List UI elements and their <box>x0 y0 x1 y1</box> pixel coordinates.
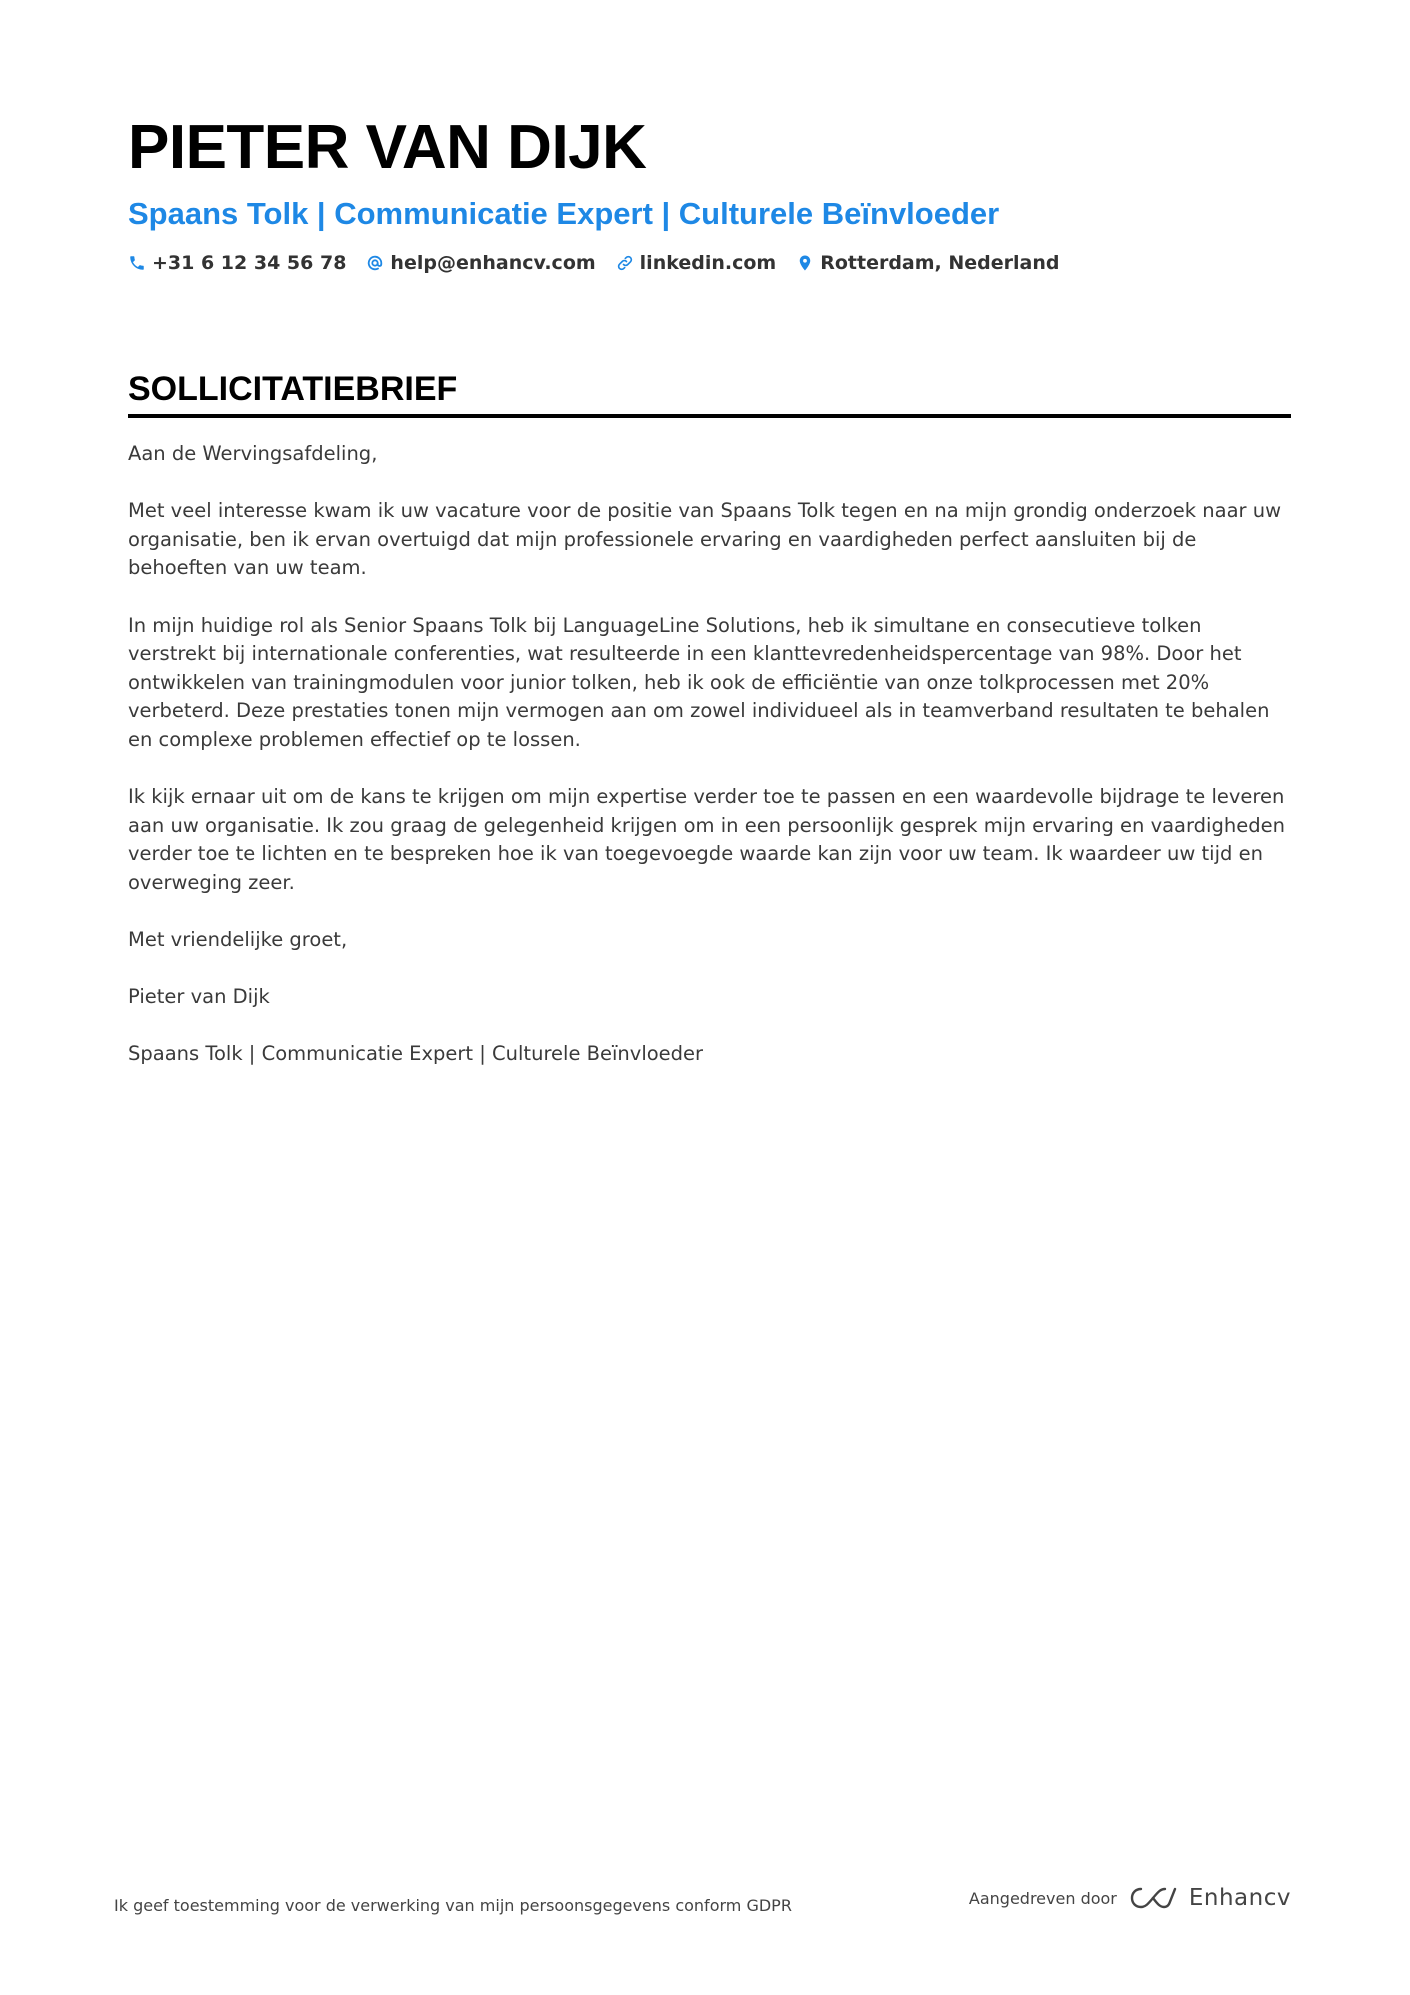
contact-linkedin[interactable] <box>616 252 777 274</box>
paragraph-2: In mijn huidige rol als Senior Spaans Tolk bij LanguageLine Solutions, heb ik simultane en consecutieve tolken verstrekt bij internationale conferenties, wat resulteerde in een klanttevredenheidspercentage van 98%. Door het ontwikkelen van trainingmodulen voor junior tolken, heb ik ook de efficiëntie van onze tolkprocessen met 20% verbeterd. Deze prestaties tonen mijn vermogen aan om zowel individueel als in teamverband resultaten te behalen en complexe problemen effectief op te lossen. <box>128 613 1270 751</box>
letter-body <box>128 440 1291 1098</box>
paragraph-1: Met veel interesse kwam ik uw vacature voor de positie van Spaans Tolk tegen en na mijn grondig onderzoek naar uw organisatie, ben ik ervan overtuigd dat mijn professionele ervaring en vaardigheden perfect aansluiten bij de behoeften van uw team. <box>128 499 1282 580</box>
section-title: SOLLICITATIEBRIEF <box>128 368 1291 418</box>
email-link[interactable]: help@enhancv.com <box>390 252 596 274</box>
contact-phone <box>128 252 346 274</box>
gdpr-consent: Ik geef toestemming voor de verwerking van mijn persoonsgegevens conform GDPR <box>114 1896 792 1915</box>
closing: Met vriendelijke groet, <box>128 928 348 952</box>
salutation: Aan de Wervingsafdeling, <box>128 442 378 465</box>
enhancv-logo-icon <box>1129 1884 1177 1912</box>
contact-email[interactable] <box>366 252 595 274</box>
powered-by-label: Aangedreven door <box>968 1888 1117 1908</box>
signature-name: Pieter van Dijk <box>128 985 270 1009</box>
location-pin-icon <box>796 254 814 272</box>
contact-info <box>128 252 1291 274</box>
contact-location <box>796 252 1059 274</box>
at-icon <box>366 254 384 272</box>
applicant-title: Spaans Tolk | Communicatie Expert | Culturele Beïnvloeder <box>128 196 1000 231</box>
header <box>128 110 1291 274</box>
applicant-name: PIETER VAN DIJK <box>128 113 647 182</box>
signature-title: Spaans Tolk | Communicatie Expert | Culturele Beïnvloeder <box>128 1042 704 1066</box>
location-text: Rotterdam, Nederland <box>820 252 1060 274</box>
powered-by[interactable] <box>969 1884 1291 1912</box>
linkedin-link[interactable]: linkedin.com <box>639 252 777 274</box>
phone-text: +31 6 12 34 56 78 <box>152 252 347 274</box>
paragraph-3: Ik kijk ernaar uit om de kans te krijgen om mijn expertise verder toe te passen en een waardevolle bijdrage te leveren aan uw organisatie. Ik zou graag de gelegenheid krijgen om in een persoonlijk gesprek mijn ervaring en vaardigheden verder toe te lichten en te bespreken hoe ik van toegevoegde waarde kan zijn voor uw team. Ik waardeer uw tijd en overweging zeer. <box>128 785 1285 894</box>
link-icon <box>616 254 634 272</box>
phone-icon <box>128 254 146 272</box>
brand-name: Enhancv <box>1188 1885 1291 1911</box>
